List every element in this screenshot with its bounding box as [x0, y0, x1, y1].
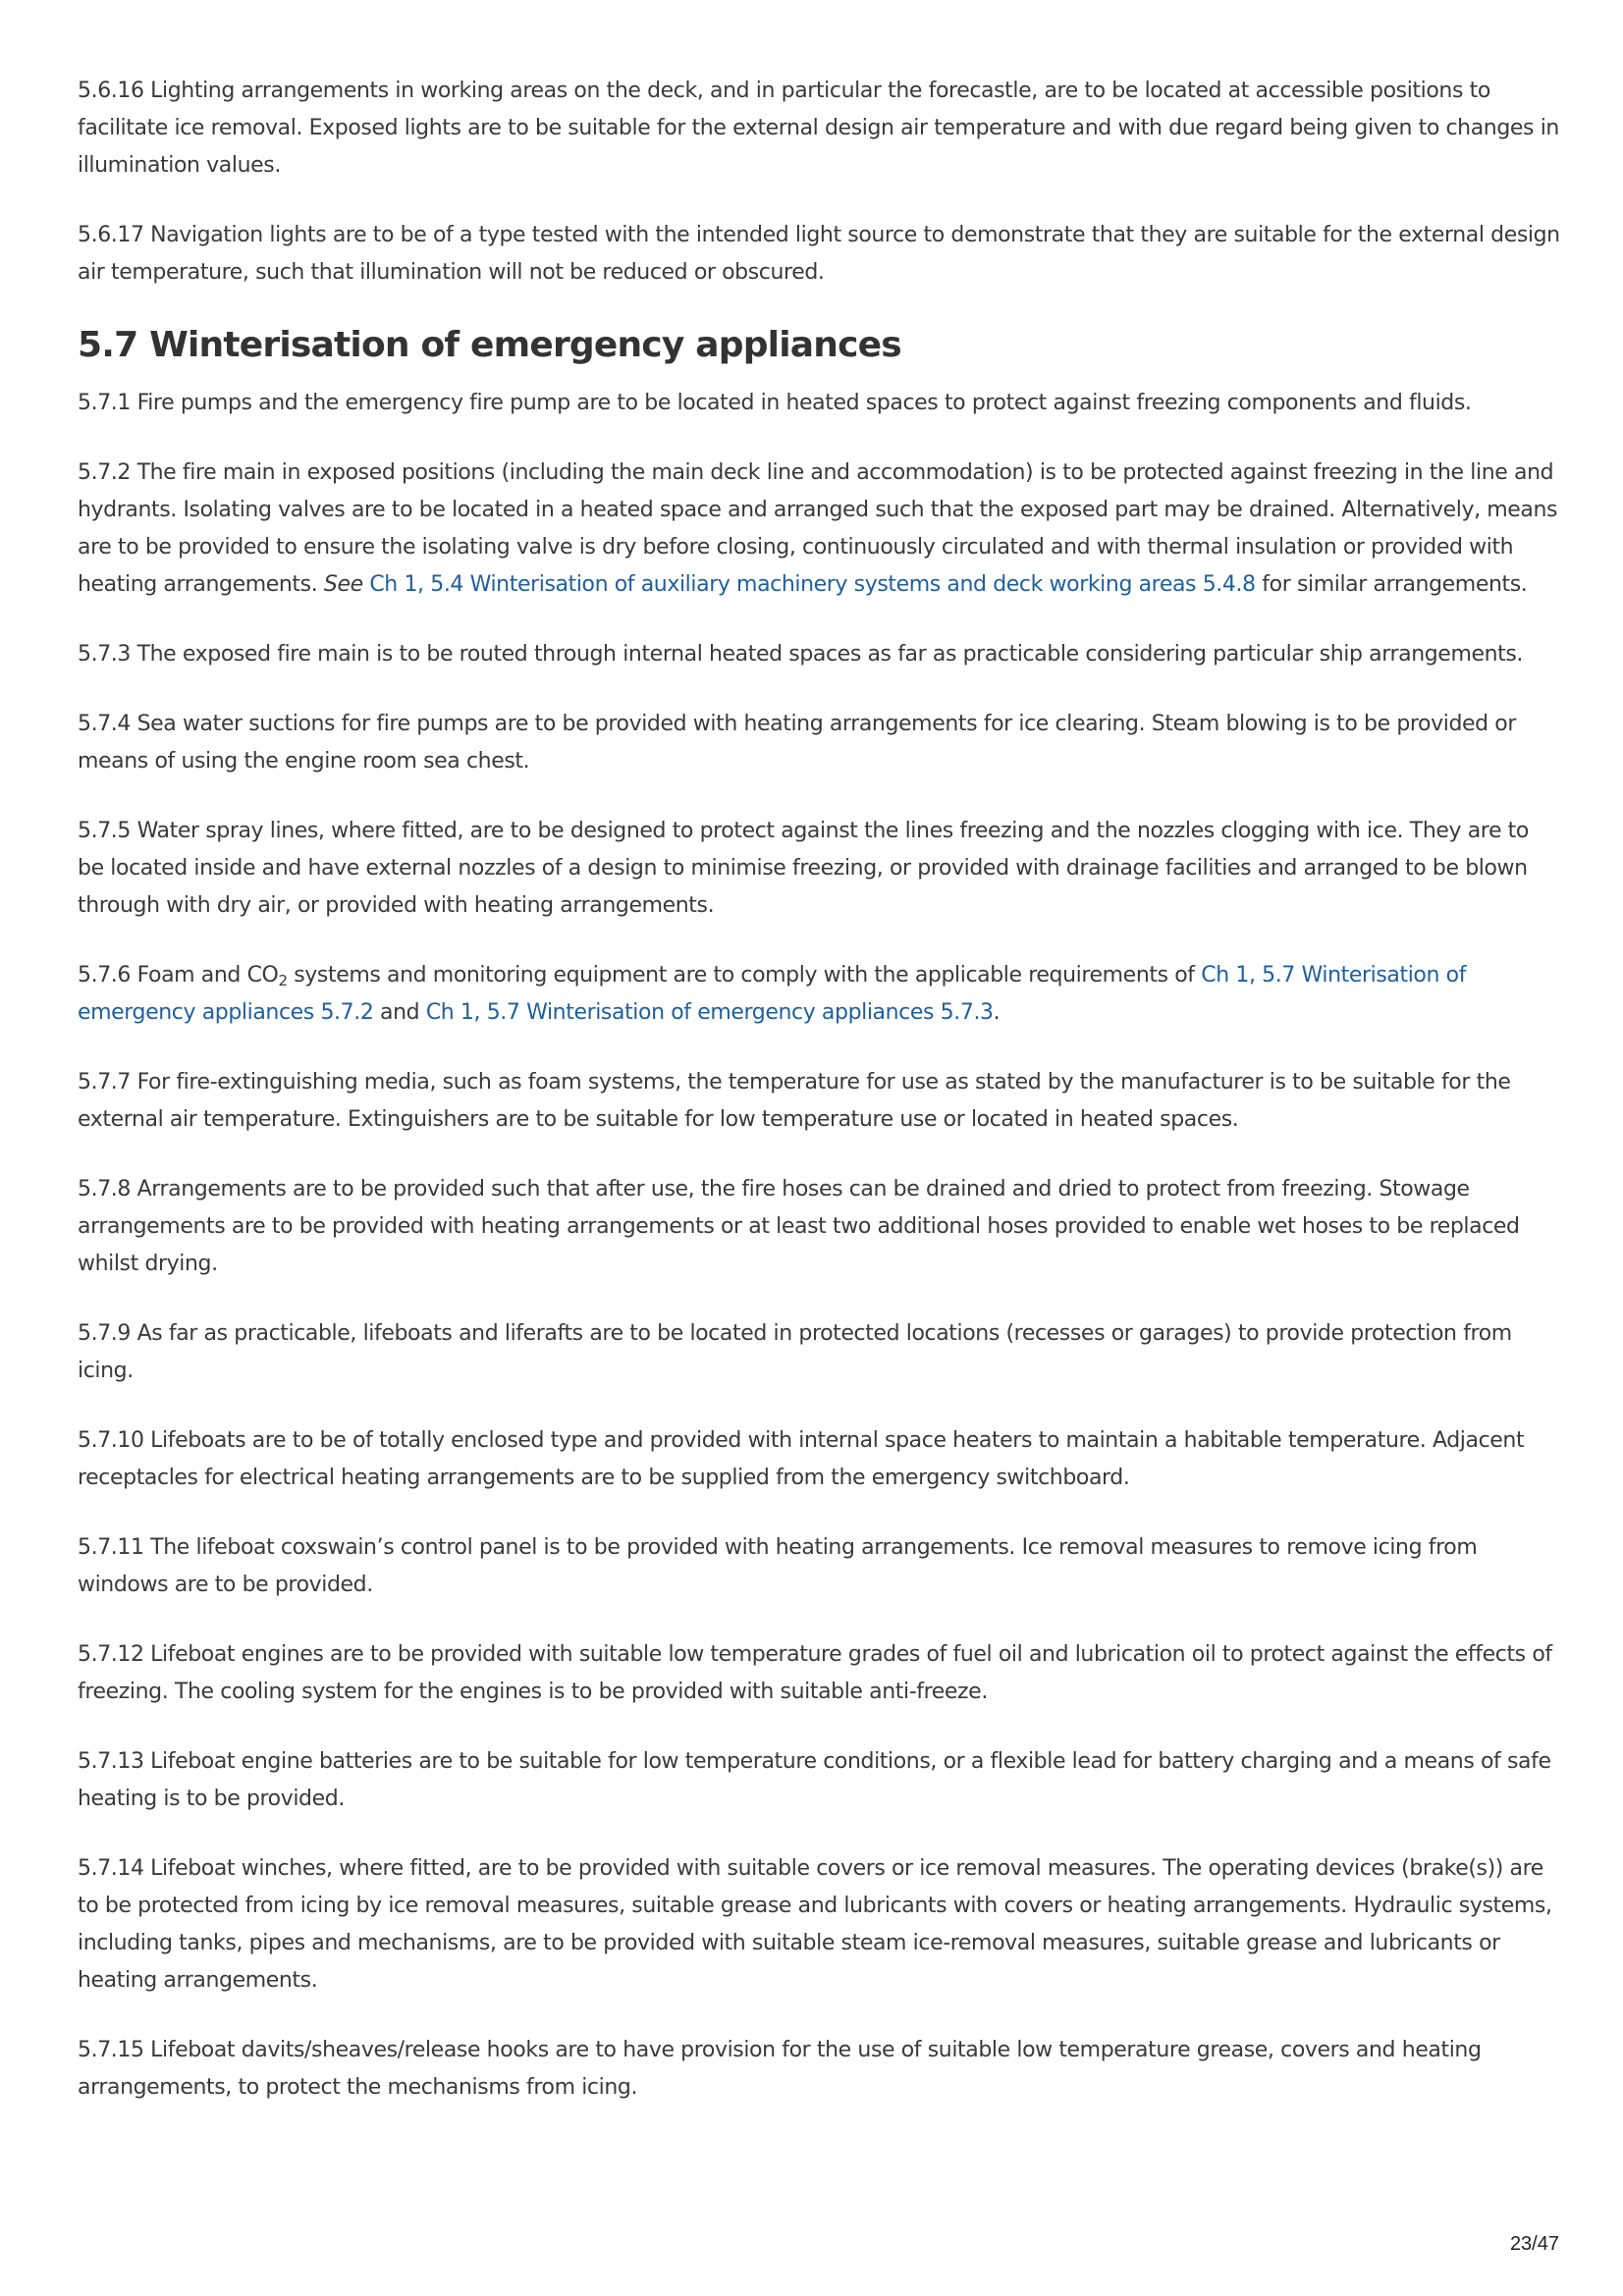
paragraph-5-6-16: 5.6.16 Lighting arrangements in working areas on the deck, and in particular the forecastle, are to be located at accessible positions to facilitate ice removal. Exposed lights are to be suitable for the external design air temperature and with due regard being given to changes in illumination values.	[78, 79, 1559, 178]
paragraph-5-7-14: 5.7.14 Lifeboat winches, where fitted, are to be provided with suitable covers or ice removal measures. The operating devices (brake(s)) are to be protected from icing by ice removal measures, suitable grease and lubricants with covers or heating arrangements. Hydraulic systems, including tanks, pipes and mechanisms, are to be provided with suitable steam ice-removal measures, suitable grease and lubricants or heating arrangements.	[78, 1856, 1552, 1993]
paragraph-5-7-6	[78, 957, 1560, 1032]
cross-reference-link-5-4-8[interactable]: Ch 1, 5.4 Winterisation of auxiliary machinery systems and deck working areas 5.4.8	[369, 572, 1256, 597]
paragraph-5-7-7: 5.7.7 For fire-extinguishing media, such as foam systems, the temperature for use as stated by the manufacturer is to be suitable for the external air temperature. Extinguishers are to be suitable for low temperature use or located in heated spaces.	[78, 1070, 1511, 1132]
paragraph-5-7-15: 5.7.15 Lifeboat davits/sheaves/release hooks are to have provision for the use of suitable low temperature grease, covers and heating arrangements, to protect the mechanisms from icing.	[78, 2038, 1482, 2100]
document-body	[78, 73, 1560, 2139]
section-heading: 5.7 Winterisation of emergency appliances	[78, 325, 901, 365]
paragraph-5-7-12: 5.7.12 Lifeboat engines are to be provided with suitable low temperature grades of fuel oil and lubrication oil to protect against the effects of freezing. The cooling system for the engines is to be provided with suitable anti-freeze.	[78, 1642, 1552, 1704]
paragraph-5-6-17: 5.6.17 Navigation lights are to be of a type tested with the intended light source to demonstrate that they are suitable for the external design air temperature, such that illumination will not be reduced or obscured.	[78, 223, 1560, 285]
paragraph-5-7-10: 5.7.10 Lifeboats are to be of totally enclosed type and provided with internal space heaters to maintain a habitable temperature. Adjacent receptacles for electrical heating arrangements are to be supplied from the emergency switchboard.	[78, 1428, 1525, 1490]
paragraph-5-7-5: 5.7.5 Water spray lines, where fitted, are to be designed to protect against the lines freezing and the nozzles clogging with ice. They are to be located inside and have external nozzles of a design to minimise freezing, or provided with drainage facilities and arranged to be blown through with dry air, or provided with heating arrangements.	[78, 819, 1529, 918]
page-number: 23/47	[1509, 2233, 1559, 2255]
paragraph-5-7-1: 5.7.1 Fire pumps and the emergency fire pump are to be located in heated spaces to protect against freezing components and fluids.	[78, 391, 1472, 415]
paragraph-5-7-13: 5.7.13 Lifeboat engine batteries are to be suitable for low temperature conditions, or a flexible lead for battery charging and a means of safe heating is to be provided.	[78, 1749, 1551, 1811]
subscript-2: 2	[278, 972, 288, 989]
paragraph-5-7-9: 5.7.9 As far as practicable, lifeboats and liferafts are to be located in protected locations (recesses or garages) to provide protection from icing.	[78, 1321, 1512, 1383]
see-label: See	[323, 572, 363, 597]
paragraph-5-7-11: 5.7.11 The lifeboat coxswain’s control panel is to be provided with heating arrangements. Ice removal measures to remove icing from windows are to be provided.	[78, 1535, 1478, 1597]
paragraph-tail: for similar arrangements.	[1255, 572, 1528, 597]
paragraph-text: 5.7.2 The fire main in exposed positions (including the main deck line and accommodation) is to be protected against freezing in the line and hydrants. Isolating valves are to be located in a heated space and arranged such that the exposed part may be drained. Alternatively, means are to be provided to ensure the isolating valve is dry before closing, continuously circulated and with thermal insulation or provided with heating arrangements.	[78, 460, 1558, 597]
paragraph-mid: systems and monitoring equipment are to comply with the applicable requirements of	[287, 963, 1202, 988]
cross-reference-link-5-7-3[interactable]: Ch 1, 5.7 Winterisation of emergency appliances 5.7.3	[425, 1000, 994, 1025]
conjunction: and	[373, 1000, 426, 1025]
paragraph-5-7-3: 5.7.3 The exposed fire main is to be routed through internal heated spaces as far as practicable considering particular ship arrangements.	[78, 642, 1524, 667]
paragraph-end: .	[993, 1000, 1001, 1025]
paragraph-5-7-4: 5.7.4 Sea water suctions for fire pumps are to be provided with heating arrangements for ice clearing. Steam blowing is to be provided or means of using the engine room sea chest.	[78, 712, 1517, 774]
paragraph-5-7-8: 5.7.8 Arrangements are to be provided such that after use, the fire hoses can be drained and dried to protect from freezing. Stowage arrangements are to be provided with heating arrangements or at least two additional hoses provided to enable wet hoses to be replaced whilst drying.	[78, 1177, 1520, 1276]
cross-reference-link-5-7-2[interactable]: Ch 1, 5.7 Winterisation of emergency appliances 5.7.2	[78, 963, 1467, 1025]
paragraph-lead: 5.7.6 Foam and CO	[78, 963, 279, 988]
paragraph-5-7-2	[78, 454, 1560, 604]
